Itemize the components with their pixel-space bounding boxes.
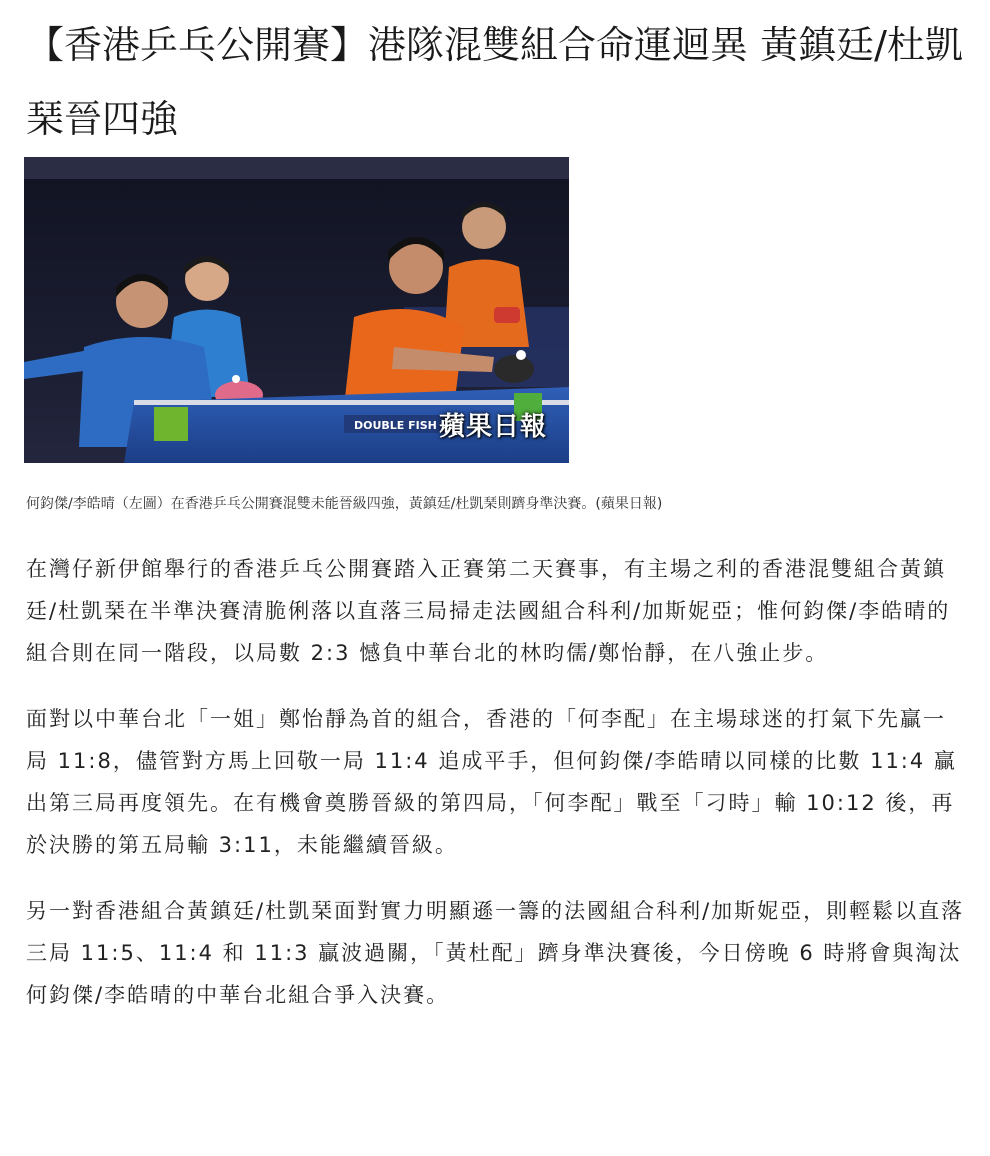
article-paragraph: 面對以中華台北「一姐」鄭怡靜為首的組合，香港的「何李配」在主場球迷的打氣下先贏一局 11:8，儘管對方馬上回敬一局 11:4 追成平手，但何鈞傑/李皓晴以同樣的比數 11:4 贏出第三局再度領先。在有機會奠勝晉級的第四局，「何李配」戰至「刁時」輸 10:12 後，再於決勝的第五局輸 3:11，未能繼續晉級。 xyxy=(26,707,957,857)
article-paragraph: 在灣仔新伊館舉行的香港乒乓公開賽踏入正賽第二天賽事，有主場之利的香港混雙組合黃鎮廷/杜凱琹在半準決賽清脆俐落以直落三局掃走法國組合科利/加斯妮亞；惟何鈞傑/李皓晴的組合則在同一階段，以局數 2:3 憾負中華台北的林昀儒/鄭怡靜，在八強止步。 xyxy=(26,557,951,665)
photo-caption: 何鈞傑/李皓晴（左圖）在香港乒乓公開賽混雙未能晉級四強，黃鎮廷/杜凱琹則躋身準決賽。(蘋果日報) xyxy=(26,496,663,512)
article-photo xyxy=(24,157,569,463)
article-body xyxy=(26,548,966,1040)
table-brand-text: DOUBLE FISH xyxy=(354,419,437,432)
article-headline: 【香港乒乓公開賽】港隊混雙組合命運迴異 黃鎮廷/杜凱琹晉四強 xyxy=(26,23,963,141)
watermark-logo: 蘋果日報 xyxy=(438,412,547,442)
article-paragraph: 另一對香港組合黃鎮廷/杜凱琹面對實力明顯遜一籌的法國組合科利/加斯妮亞，則輕鬆以直落三局 11:5、11:4 和 11:3 贏波過關，「黃杜配」躋身準決賽後，今日傍晚 6 時將會與淘汰何鈞傑/李皓晴的中華台北組合爭入決賽。 xyxy=(26,899,965,1007)
